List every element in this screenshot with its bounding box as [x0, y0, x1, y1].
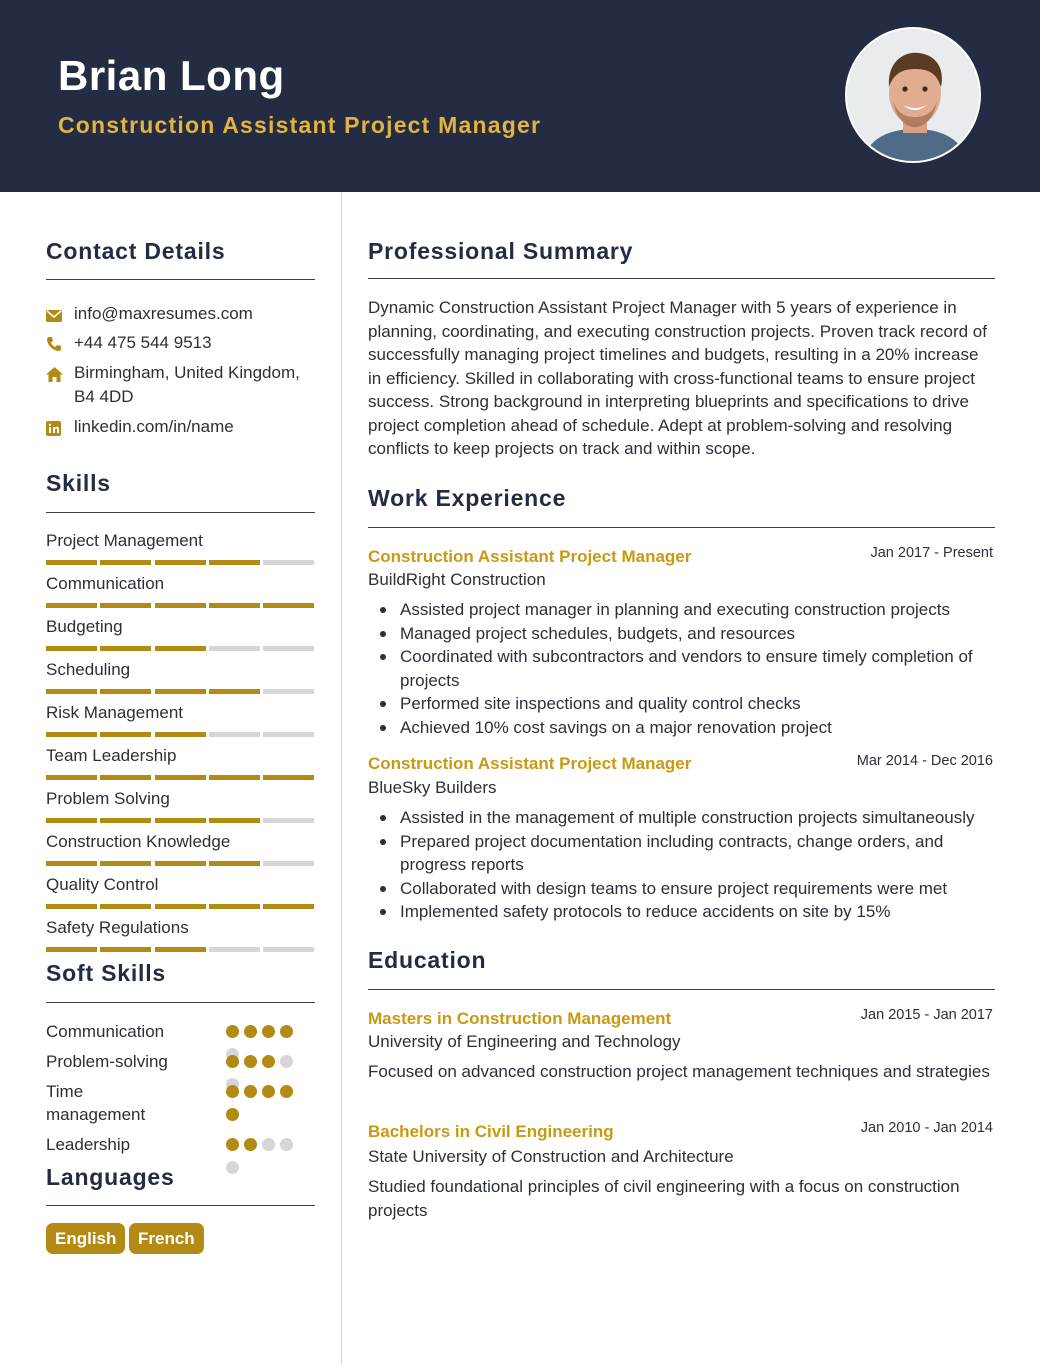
list-item: Coordinated with subcontractors and vendors to ensure timely completion of projects: [368, 645, 998, 692]
rating-dot-empty: [280, 1138, 293, 1151]
job-company: BuildRight Construction: [368, 570, 546, 589]
job-dates: Mar 2014 - Dec 2016: [856, 753, 993, 769]
rating-dot-filled: [226, 1025, 239, 1038]
skill-segment-filled: [46, 775, 97, 780]
degree-description: Focused on advanced construction project management techniques and strategies: [368, 1062, 990, 1081]
skill-segment-empty: [209, 646, 260, 651]
skill-segment-filled: [263, 904, 314, 909]
skill-label: Budgeting: [46, 617, 123, 636]
summary-rule: [368, 278, 995, 279]
skill-segment-filled: [209, 861, 260, 866]
rating-dot-filled: [226, 1138, 239, 1151]
skill-level-bar: [46, 732, 314, 737]
skill-segment-filled: [100, 560, 151, 565]
skill-segment-empty: [263, 732, 314, 737]
skill-label: Construction Knowledge: [46, 832, 231, 851]
email-icon: [46, 302, 74, 330]
soft-skill-label: Problem-solving: [46, 1052, 168, 1071]
soft-skill-label: Leadership: [46, 1135, 131, 1154]
skill-segment-filled: [155, 689, 206, 694]
experience-heading: Work Experience: [368, 485, 567, 511]
contact-heading: Contact Details: [46, 238, 226, 264]
skill-segment-filled: [155, 861, 206, 866]
candidate-name: Brian Long: [58, 52, 285, 99]
rating-dot-filled: [262, 1085, 275, 1098]
list-item: Prepared project documentation including contracts, change orders, and progress reports: [368, 830, 998, 877]
skill-segment-filled: [100, 818, 151, 823]
skill-segment-empty: [263, 646, 314, 651]
contact-email[interactable]: info@maxresumes.com: [46, 302, 319, 330]
experience-rule: [368, 527, 995, 528]
skill-label: Team Leadership: [46, 746, 177, 765]
skill-level-bar: [46, 603, 314, 608]
skill-label: Risk Management: [46, 703, 184, 722]
language-badge: French: [129, 1223, 204, 1254]
skill-segment-empty: [263, 818, 314, 823]
job-dates: Jan 2017 - Present: [870, 545, 993, 561]
skill-segment-filled: [100, 603, 151, 608]
skill-segment-filled: [155, 646, 206, 651]
skill-segment-filled: [100, 689, 151, 694]
skill-level-bar: [46, 818, 314, 823]
skill-level-bar: [46, 689, 314, 694]
contact-linkedin[interactable]: linkedin.com/in/name: [46, 415, 319, 443]
rating-dot-filled: [226, 1055, 239, 1068]
skill-level-bar: [46, 775, 314, 780]
skill-segment-filled: [46, 603, 97, 608]
rating-dot-filled: [226, 1108, 239, 1121]
soft-skill-label: Communication: [46, 1022, 165, 1041]
skill-segment-filled: [263, 603, 314, 608]
school-name: University of Engineering and Technology: [368, 1032, 681, 1051]
summary-heading: Professional Summary: [368, 238, 634, 264]
contact-rule: [46, 279, 315, 280]
skill-segment-filled: [100, 732, 151, 737]
skill-label: Project Management: [46, 531, 203, 550]
skill-segment-filled: [263, 775, 314, 780]
skill-segment-filled: [100, 904, 151, 909]
skill-segment-filled: [46, 732, 97, 737]
rating-dot-empty: [280, 1055, 293, 1068]
skill-label: Safety Regulations: [46, 918, 189, 937]
skill-segment-filled: [46, 904, 97, 909]
degree-title: Bachelors in Civil Engineering: [368, 1122, 614, 1141]
skill-segment-empty: [209, 732, 260, 737]
skill-segment-filled: [155, 947, 206, 952]
soft-skill-label: Time management: [46, 1082, 146, 1124]
candidate-title: Construction Assistant Project Manager: [58, 112, 542, 138]
skill-level-bar: [46, 947, 314, 952]
rating-dot-filled: [244, 1055, 257, 1068]
list-item: Performed site inspections and quality control checks: [368, 692, 998, 716]
skill-label: Problem Solving: [46, 789, 170, 808]
skill-segment-filled: [155, 732, 206, 737]
soft-skills-heading: Soft Skills: [46, 960, 166, 986]
rating-dot-empty: [262, 1138, 275, 1151]
skills-rule: [46, 512, 315, 513]
rating-dot-filled: [226, 1085, 239, 1098]
list-item: Collaborated with design teams to ensure project requirements were met: [368, 877, 998, 901]
job-title: Construction Assistant Project Manager: [368, 547, 692, 566]
degree-dates: Jan 2015 - Jan 2017: [860, 1007, 993, 1023]
skill-segment-filled: [155, 603, 206, 608]
skill-segment-filled: [155, 818, 206, 823]
skill-segment-empty: [263, 689, 314, 694]
skill-segment-filled: [100, 861, 151, 866]
skill-level-bar: [46, 646, 314, 651]
skill-level-bar: [46, 904, 314, 909]
skill-segment-empty: [263, 861, 314, 866]
degree-dates: Jan 2010 - Jan 2014: [860, 1120, 993, 1136]
skill-segment-filled: [209, 603, 260, 608]
skill-segment-filled: [46, 818, 97, 823]
skill-segment-filled: [46, 689, 97, 694]
summary-text: Dynamic Construction Assistant Project Manager with 5 years of experience in planning, coordinating, and executing construction projects. Proven track record of successfully managing project timelines and budgets, resulting in a 20% increase in efficiency. Skilled in collaborating with cross-functional teams to ensure project success. Strong background in interpreting blueprints and specifications to drive project completion ahead of schedule. Adept at problem-solving and resolving conflicts to keep projects on track and within scope.: [368, 298, 987, 458]
skill-level-bar: [46, 861, 314, 866]
languages-rule: [46, 1205, 315, 1206]
home-icon: [46, 361, 74, 409]
skills-heading: Skills: [46, 470, 111, 496]
contact-address: Birmingham, United Kingdom, B4 4DD: [46, 361, 319, 409]
rating-dot-filled: [244, 1138, 257, 1151]
language-badge: English: [46, 1223, 125, 1254]
skill-label: Scheduling: [46, 660, 131, 679]
skill-segment-filled: [100, 775, 151, 780]
skill-label: Communication: [46, 574, 165, 593]
rating-dot-filled: [280, 1025, 293, 1038]
skill-segment-filled: [209, 904, 260, 909]
skill-segment-filled: [209, 818, 260, 823]
skill-segment-filled: [209, 689, 260, 694]
job-bullets: [368, 598, 998, 739]
list-item: Managed project schedules, budgets, and resources: [368, 622, 998, 646]
contact-phone[interactable]: +44 475 544 9513: [46, 331, 319, 359]
soft-skills-rule: [46, 1002, 315, 1003]
person-portrait-icon: [847, 29, 981, 163]
rating-dot-filled: [262, 1025, 275, 1038]
school-name: State University of Construction and Architecture: [368, 1147, 734, 1166]
languages-heading: Languages: [46, 1164, 175, 1190]
phone-icon: [46, 331, 74, 359]
list-item: Achieved 10% cost savings on a major renovation project: [368, 716, 998, 740]
skill-segment-filled: [100, 646, 151, 651]
job-bullets: [368, 806, 998, 924]
skill-segment-filled: [209, 775, 260, 780]
degree-description: Studied foundational principles of civil engineering with a focus on construction projects: [368, 1177, 960, 1220]
job-title: Construction Assistant Project Manager: [368, 754, 692, 773]
skill-segment-filled: [209, 560, 260, 565]
degree-title: Masters in Construction Management: [368, 1009, 672, 1028]
profile-photo: [845, 27, 981, 163]
skill-level-bar: [46, 560, 314, 565]
skill-segment-filled: [155, 775, 206, 780]
linkedin-icon: [46, 415, 74, 443]
skill-segment-filled: [46, 646, 97, 651]
rating-dot-filled: [244, 1085, 257, 1098]
skill-segment-filled: [155, 904, 206, 909]
list-item: Assisted project manager in planning and executing construction projects: [368, 598, 998, 622]
rating-dot-empty: [226, 1161, 239, 1174]
skill-segment-filled: [100, 947, 151, 952]
list-item: Implemented safety protocols to reduce accidents on site by 15%: [368, 900, 998, 924]
column-divider: [341, 192, 342, 1364]
skill-segment-filled: [155, 560, 206, 565]
rating-dot-filled: [280, 1085, 293, 1098]
job-company: BlueSky Builders: [368, 778, 497, 797]
skill-segment-filled: [46, 947, 97, 952]
education-heading: Education: [368, 947, 487, 973]
skill-segment-empty: [263, 947, 314, 952]
skill-segment-empty: [209, 947, 260, 952]
skill-segment-filled: [46, 861, 97, 866]
rating-dot-filled: [244, 1025, 257, 1038]
skill-segment-empty: [263, 560, 314, 565]
resume-header: [0, 0, 1040, 192]
skill-label: Quality Control: [46, 875, 159, 894]
skill-segment-filled: [46, 560, 97, 565]
list-item: Assisted in the management of multiple construction projects simultaneously: [368, 806, 998, 830]
education-rule: [368, 989, 995, 990]
rating-dot-filled: [262, 1055, 275, 1068]
